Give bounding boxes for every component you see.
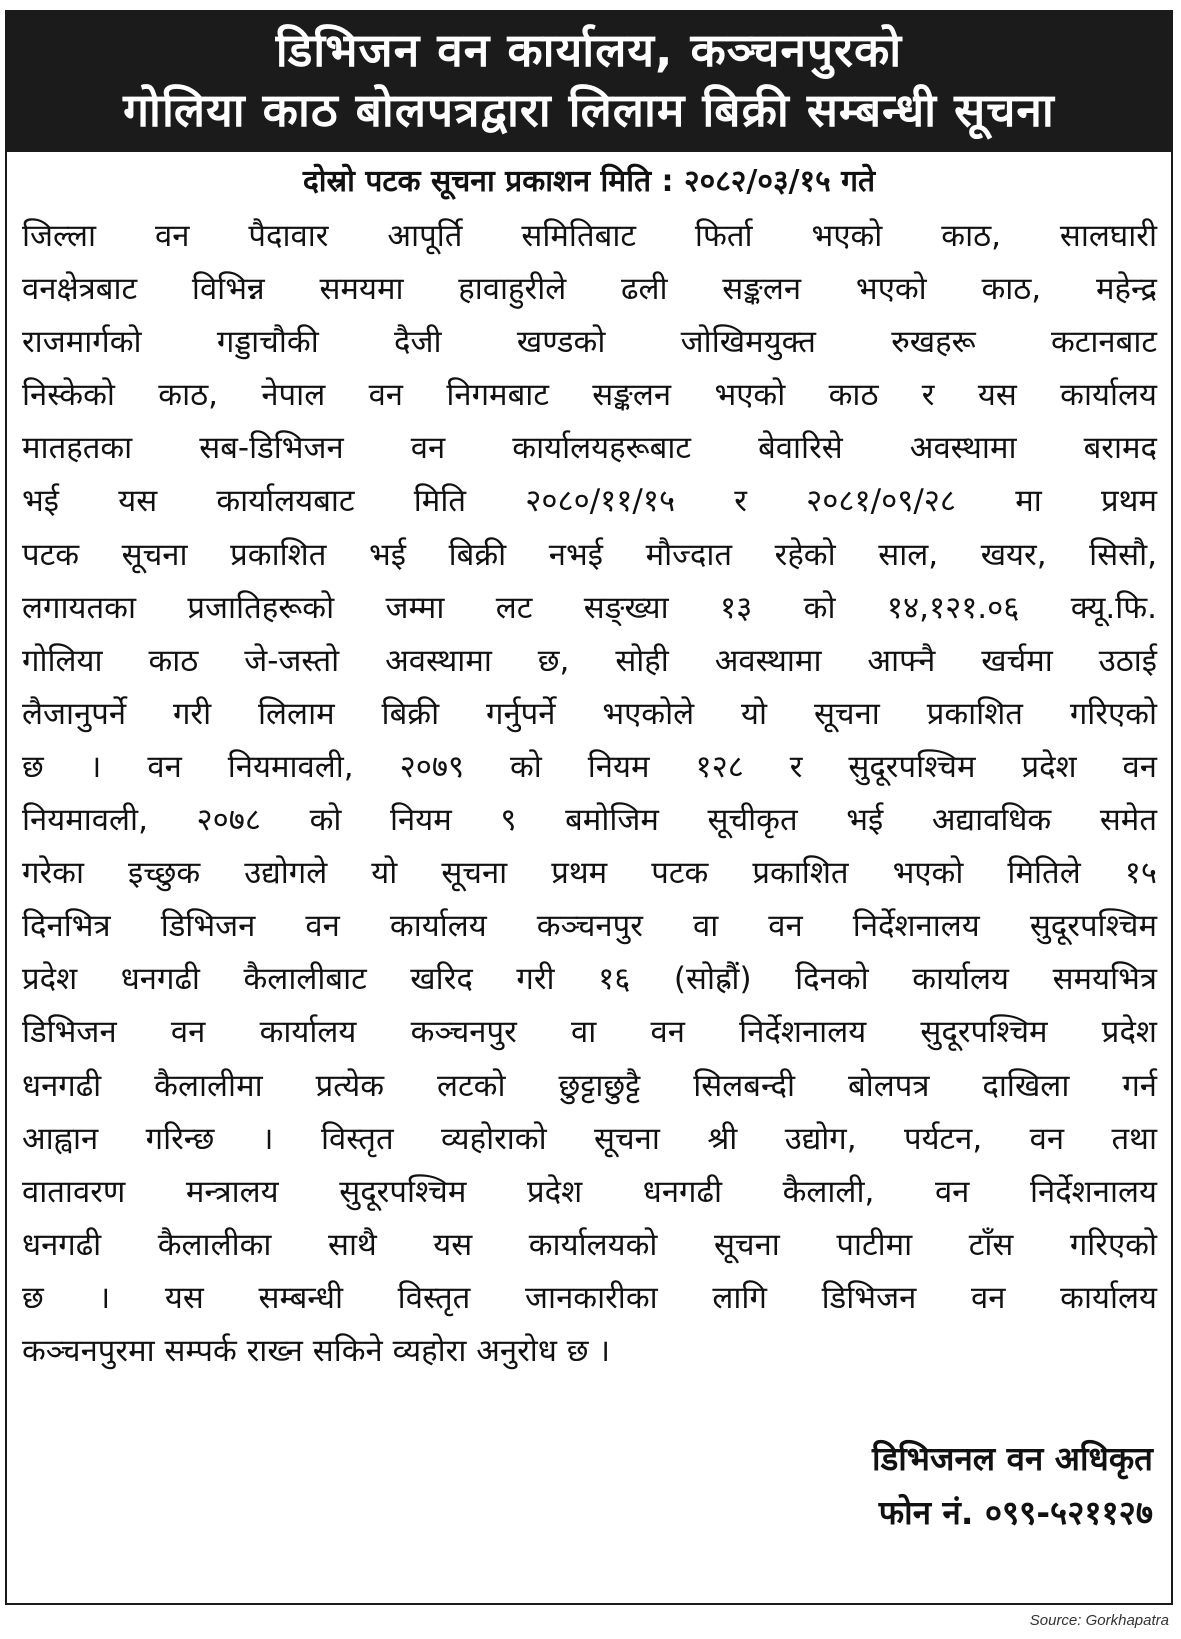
paragraph-line: पटक सूचना प्रकाशित भई बिक्री नभई मौज्दात रहेको साल, खयर, सिसौ, bbox=[22, 536, 1157, 573]
paragraph-line: कञ्चनपुरमा सम्पर्क राख्न सकिने व्यहोरा अनुरोध छ । bbox=[22, 1332, 611, 1369]
publication-date-line: दोस्रो पटक सूचना प्रकाशन मिति : २०८२/०३/१५ गते bbox=[302, 164, 876, 199]
header-line-1: डिभिजन वन कार्यालय, कञ्चनपुरको bbox=[275, 23, 903, 77]
paragraph-line: गरेका इच्छुक उद्योगले यो सूचना प्रथम पटक प्रकाशित भएको मितिले १५ bbox=[22, 855, 1157, 892]
paragraph-line: वातावरण मन्त्रालय सुदूरपश्चिम प्रदेश धनगढी कैलाली, वन निर्देशनालय bbox=[22, 1173, 1157, 1210]
source-credit: Source: Gorkhapatra bbox=[1029, 1612, 1169, 1629]
paragraph-line: लैजानुपर्ने गरी लिलाम बिक्री गर्नुपर्ने भएकोले यो सूचना प्रकाशित गरिएको bbox=[22, 695, 1157, 732]
paragraph-line: जिल्ला वन पैदावार आपूर्ति समितिबाट फिर्ता भएको काठ, सालघारी bbox=[22, 218, 1157, 254]
paragraph-line: गोलिया काठ जे-जस्तो अवस्थामा छ, सोही अवस्थामा आफ्नै खर्चमा उठाई bbox=[22, 642, 1157, 679]
header-line-2: गोलिया काठ बोलपत्रद्वारा लिलाम बिक्री सम्बन्धी सूचना bbox=[123, 83, 1055, 137]
phone-number: फोन नं. ०९९-५२११२७ bbox=[878, 1493, 1153, 1532]
paragraph-line: नियमावली, २०७८ को नियम ९ बमोजिम सूचीकृत भई अद्यावधिक समेत bbox=[22, 802, 1157, 839]
paragraph-line: धनगढी कैलालीमा प्रत्येक लटको छुट्टाछुट्टै सिलबन्दी बोलपत्र दाखिला गर्न bbox=[22, 1067, 1157, 1104]
notice-body bbox=[5, 150, 1173, 1605]
paragraph-line: मातहतका सब-डिभिजन वन कार्यालयहरूबाट बेवारिसे अवस्थामा बरामद bbox=[22, 430, 1157, 467]
paragraph-line: छ । यस सम्बन्धी विस्तृत जानकारीका लागि डिभिजन वन कार्यालय bbox=[22, 1279, 1157, 1316]
paragraph-line: लगायतका प्रजातिहरूको जम्मा लट सङ्ख्या १३ को १४,१२१.०६ क्यू.फि. bbox=[22, 589, 1157, 626]
notice-header bbox=[5, 10, 1173, 150]
paragraph-line: छ । वन नियमावली, २०७९ को नियम १२८ र सुदूरपश्चिम प्रदेश वन bbox=[22, 748, 1157, 785]
signature-block bbox=[872, 1432, 1153, 1540]
signatory-title: डिभिजनल वन अधिकृत bbox=[872, 1439, 1153, 1478]
paragraph-line: राजमार्गको गड्डाचौकी दैजी खण्डको जोखिमयुक्त रुखहरू कटानबाट bbox=[22, 324, 1157, 361]
paragraph-line: निस्केको काठ, नेपाल वन निगमबाट सङ्कलन भएको काठ र यस कार्यालय bbox=[22, 377, 1157, 414]
paragraph-line: दिनभित्र डिभिजन वन कार्यालय कञ्चनपुर वा वन निर्देशनालय सुदूरपश्चिम bbox=[22, 908, 1157, 945]
paragraph-line: वनक्षेत्रबाट विभिन्न समयमा हावाहुरीले ढली सङ्कलन भएको काठ, महेन्द्र bbox=[22, 271, 1157, 308]
paragraph-line: धनगढी कैलालीका साथै यस कार्यालयको सूचना पाटीमा टाँस गरिएको bbox=[22, 1226, 1157, 1263]
paragraph-line: प्रदेश धनगढी कैलालीबाट खरिद गरी १६ (सोह्रौं) दिनको कार्यालय समयभित्र bbox=[22, 961, 1157, 998]
paragraph-line: आह्वान गरिन्छ । विस्तृत व्यहोराको सूचना श्री उद्योग, पर्यटन, वन तथा bbox=[22, 1120, 1157, 1157]
paragraph-line: डिभिजन वन कार्यालय कञ्चनपुर वा वन निर्देशनालय सुदूरपश्चिम प्रदेश bbox=[22, 1014, 1157, 1051]
notice-paragraph bbox=[22, 210, 1157, 1378]
paragraph-line: भई यस कार्यालयबाट मिति २०८०/११/१५ र २०८१/०९/२८ मा प्रथम bbox=[22, 483, 1157, 520]
